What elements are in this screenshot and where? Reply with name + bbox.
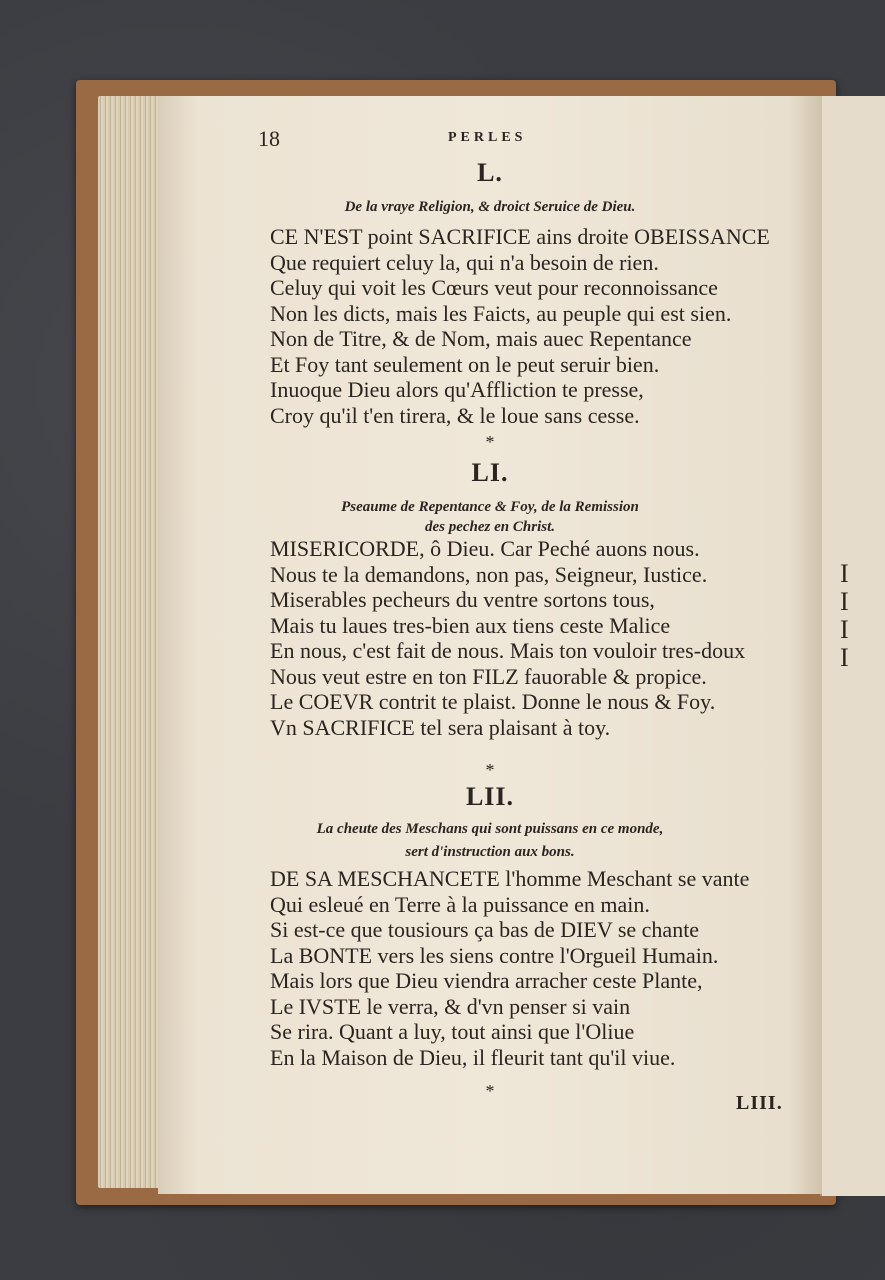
- book-page: [158, 96, 822, 1194]
- verse-text: Nous veut estre en ton FILZ fauorable & propice.: [270, 663, 707, 689]
- section-title: sert d'instruction aux bons.: [405, 844, 575, 860]
- section-number: L.: [477, 158, 503, 187]
- verse-text: Nous te la demandons, non pas, Seigneur, Iustice.: [270, 561, 708, 587]
- facing-letter: I: [840, 559, 849, 588]
- facing-letter: I: [840, 643, 849, 672]
- facing-letter: I: [840, 587, 849, 616]
- verse-text: Se rira. Quant a luy, tout ainsi que l'Oliue: [270, 1019, 635, 1044]
- separator-star: *: [485, 760, 495, 780]
- verse-text: Si est-ce que tousiours ça bas de DIEV se chante: [270, 917, 700, 942]
- verse-text: CE N'EST point SACRIFICE ains droite OBEISSANCE: [270, 224, 770, 249]
- section-title: Pseaume de Repentance & Foy, de la Remission: [341, 499, 639, 515]
- verse-text: En nous, c'est fait de nous. Mais ton vouloir tres-doux: [270, 638, 746, 663]
- section-number: LI.: [471, 458, 509, 487]
- verse-text: DE SA MESCHANCETE l'homme Meschant se vante: [270, 866, 750, 891]
- verse-text: Non les dicts, mais les Faicts, au peuple qui est sien.: [270, 300, 732, 326]
- section-title: des pechez en Christ.: [424, 519, 555, 535]
- page-edges: [98, 96, 162, 1188]
- verse-text: MISERICORDE, ô Dieu. Car Peché auons nous.: [270, 536, 700, 561]
- verse-text: En la Maison de Dieu, il fleurit tant qu'il viue.: [270, 1044, 676, 1070]
- catchword: LIII.: [736, 1092, 783, 1114]
- verse-text: Inuoque Dieu alors qu'Affliction te presse,: [270, 377, 644, 402]
- verse-text: Celuy qui voit les Cœurs veut pour reconnoissance: [270, 275, 718, 300]
- separator-star: *: [485, 1081, 495, 1101]
- section-title: La cheute des Meschans qui sont puissans en ce monde,: [316, 821, 664, 837]
- verse-text: Et Foy tant seulement on le peut seruir bien.: [270, 351, 660, 377]
- verse-text: Que requiert celuy la, qui n'a besoin de rien.: [270, 249, 659, 275]
- verse-text: Croy qu'il t'en tirera, & le loue sans cesse.: [270, 402, 640, 428]
- section-title: De la vraye Religion, & droict Seruice de Dieu.: [344, 199, 636, 215]
- section-number: LII.: [465, 782, 515, 811]
- verse-text: Mais tu laues tres-bien aux tiens ceste Malice: [270, 612, 671, 638]
- verse-text: Qui esleué en Terre à la puissance en main.: [270, 891, 650, 917]
- verse-text: Le COEVR contrit te plaist. Donne le nous & Foy.: [270, 689, 716, 714]
- facing-page-letters: [840, 560, 880, 672]
- facing-letter: I: [840, 615, 849, 644]
- running-title: PERLES: [448, 130, 527, 145]
- page-number: 18: [258, 126, 280, 151]
- separator-star: *: [485, 432, 495, 452]
- verse-text: Non de Titre, & de Nom, mais auec Repentance: [270, 326, 692, 351]
- verse-text: La BONTE vers les siens contre l'Orgueil Humain.: [270, 942, 719, 968]
- verse-text: Vn SACRIFICE tel sera plaisant à toy.: [270, 714, 611, 740]
- verse-text: Le IVSTE le verra, & d'vn penser si vain: [270, 993, 631, 1019]
- verse-text: Miserables pecheurs du ventre sortons tous,: [270, 587, 655, 612]
- verse-text: Mais lors que Dieu viendra arracher ceste Plante,: [270, 968, 703, 993]
